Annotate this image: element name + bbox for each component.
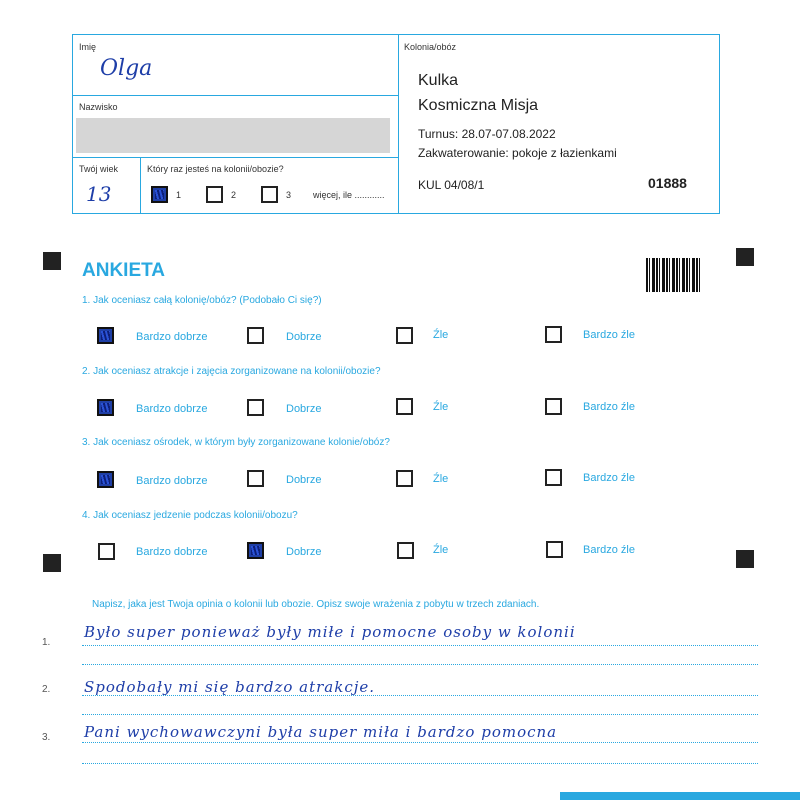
dotted-line-2b [82, 714, 758, 715]
q1-checkbox-bardzo-zle[interactable] [545, 326, 562, 343]
kolonia-program: Kosmiczna Misja [418, 97, 539, 114]
zakwaterowanie: Zakwaterowanie: pokoje z łazienkami [418, 146, 617, 160]
q4-option-dobrze: Dobrze [286, 546, 322, 558]
ktory-raz-option-2: 2 [231, 190, 237, 200]
q1-option-bardzo-zle: Bardzo źle [583, 329, 635, 341]
header-divider-vertical [398, 34, 399, 214]
registration-mark-top-right [736, 248, 754, 266]
q3-option-bardzo-zle: Bardzo źle [583, 472, 635, 484]
q1-option-bardzo-dobrze: Bardzo dobrze [136, 331, 208, 343]
imie-label: Imię [79, 42, 97, 52]
wiek-label: Twój wiek [79, 164, 119, 174]
q3-checkbox-bardzo-zle[interactable] [545, 469, 562, 486]
registration-mark-top-left [43, 252, 61, 270]
dotted-line-1b [82, 664, 758, 665]
q2-checkbox-zle[interactable] [396, 398, 413, 415]
q1-checkbox-dobrze[interactable] [247, 327, 264, 344]
opinion-instruction: Napisz, jaka jest Twoja opinia o kolonii lub obozie. Opisz swoje wrażenia z pobytu w trzech zdaniach. [92, 599, 540, 610]
q1-checkbox-zle[interactable] [396, 327, 413, 344]
q3-checkbox-bardzo-dobrze[interactable] [97, 471, 114, 488]
question-1: 1. Jak oceniasz całą kolonię/obóz? (Podobało Ci się?) [82, 295, 322, 306]
line-number-3: 3. [42, 732, 51, 743]
bottom-accent-strip [560, 792, 800, 800]
q1-option-dobrze: Dobrze [286, 331, 322, 343]
kolonia-label: Kolonia/obóz [404, 42, 457, 52]
dotted-line-2a [82, 695, 758, 696]
q1-checkbox-bardzo-dobrze[interactable] [97, 327, 114, 344]
q2-checkbox-dobrze[interactable] [247, 399, 264, 416]
question-4: 4. Jak oceniasz jedzenie podczas kolonii/obozu? [82, 510, 298, 521]
q1-option-zle: Źle [433, 329, 449, 341]
question-3: 3. Jak oceniasz ośrodek, w którym były zorganizowane kolonie/obóz? [82, 437, 390, 448]
line-number-1: 1. [42, 637, 51, 648]
kolonia-name: Kulka [418, 72, 459, 89]
q2-option-zle: Źle [433, 401, 449, 413]
line-number-2: 2. [42, 684, 51, 695]
q4-checkbox-bardzo-zle[interactable] [546, 541, 563, 558]
ktory-raz-option-3: 3 [286, 190, 292, 200]
q4-checkbox-zle[interactable] [397, 542, 414, 559]
survey-title: ANKIETA [82, 260, 166, 281]
registration-mark-bottom-right [736, 550, 754, 568]
q4-option-bardzo-zle: Bardzo źle [583, 544, 635, 556]
q4-option-zle: Źle [433, 544, 449, 556]
registration-mark-bottom-left [43, 554, 61, 572]
imie-value[interactable]: Olga [100, 56, 153, 81]
ktory-raz-option-1: 1 [176, 190, 182, 200]
ktory-raz-checkbox-1[interactable] [151, 186, 168, 203]
q3-checkbox-zle[interactable] [396, 470, 413, 487]
nazwisko-redacted [76, 118, 390, 153]
q3-option-dobrze: Dobrze [286, 474, 322, 486]
kod: KUL 04/08/1 [418, 178, 485, 192]
dotted-line-1a [82, 645, 758, 646]
q4-checkbox-bardzo-dobrze[interactable] [98, 543, 115, 560]
opinion-line-2[interactable]: Spodobały mi się bardzo atrakcje. [84, 678, 376, 696]
dotted-line-3b [82, 763, 758, 764]
barcode [646, 258, 700, 292]
q2-checkbox-bardzo-dobrze[interactable] [97, 399, 114, 416]
header-divider-2 [72, 157, 398, 158]
turnus: Turnus: 28.07-07.08.2022 [418, 127, 556, 141]
ktory-raz-label: Który raz jesteś na kolonii/obozie? [147, 164, 284, 174]
q3-checkbox-dobrze[interactable] [247, 470, 264, 487]
q3-option-zle: Źle [433, 473, 449, 485]
dotted-line-3a [82, 742, 758, 743]
q2-option-bardzo-zle: Bardzo źle [583, 401, 635, 413]
ktory-raz-checkbox-3[interactable] [261, 186, 278, 203]
q2-option-dobrze: Dobrze [286, 403, 322, 415]
wiecej-label: więcej, ile ............ [313, 190, 385, 200]
numer: 01888 [648, 175, 687, 191]
q2-option-bardzo-dobrze: Bardzo dobrze [136, 403, 208, 415]
q4-checkbox-dobrze[interactable] [247, 542, 264, 559]
header-divider-3 [140, 157, 141, 214]
opinion-line-1[interactable]: Było super ponieważ były miłe i pomocne osoby w kolonii [84, 623, 576, 641]
question-2: 2. Jak oceniasz atrakcje i zajęcia zorganizowane na kolonii/obozie? [82, 366, 381, 377]
q4-option-bardzo-dobrze: Bardzo dobrze [136, 546, 208, 558]
header-divider-1 [72, 95, 398, 96]
q2-checkbox-bardzo-zle[interactable] [545, 398, 562, 415]
q3-option-bardzo-dobrze: Bardzo dobrze [136, 475, 208, 487]
opinion-line-3[interactable]: Pani wychowawczyni była super miła i bardzo pomocna [84, 723, 558, 741]
nazwisko-label: Nazwisko [79, 102, 118, 112]
wiek-value[interactable]: 13 [86, 182, 112, 206]
ktory-raz-checkbox-2[interactable] [206, 186, 223, 203]
